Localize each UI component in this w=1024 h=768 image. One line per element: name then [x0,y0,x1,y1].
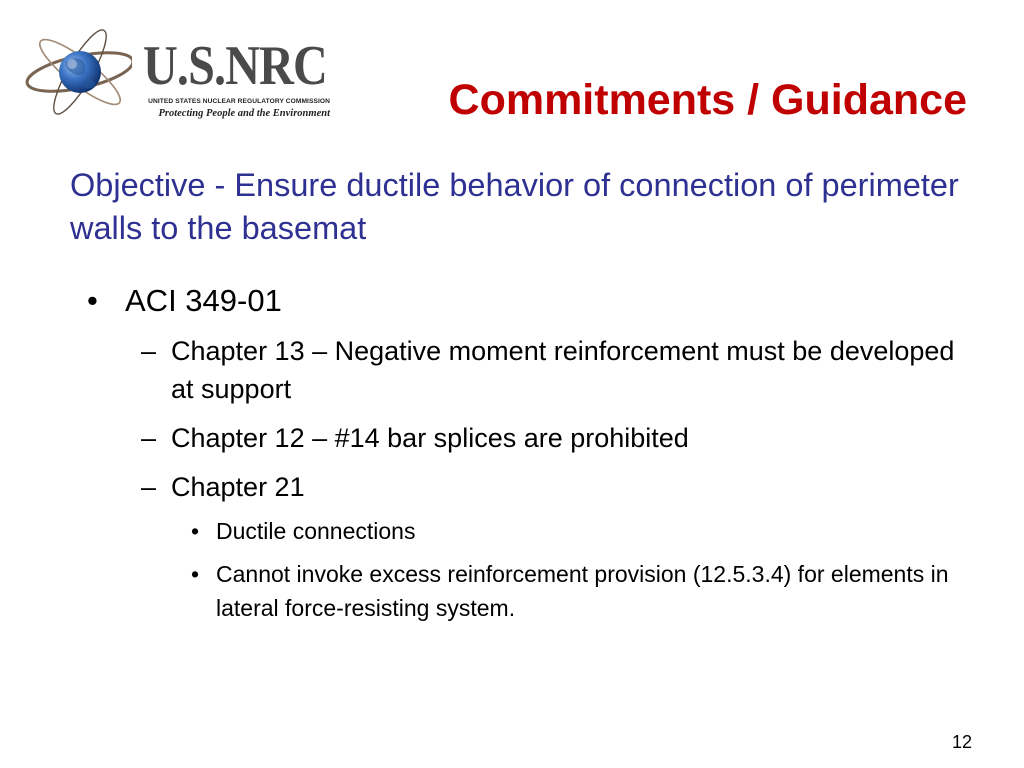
sub-bullet-text: Chapter 12 – #14 bar splices are prohibited [171,423,689,453]
bullet-glyph: • [191,518,200,544]
sub-sub-bullet-text: Ductile connections [216,518,416,544]
bullet-glyph: • [191,561,200,587]
sub-sub-bullet-text: Cannot invoke excess reinforcement provision (12.5.3.4) for elements in lateral force-resisting system. [216,561,949,621]
bullet-glyph: • [87,283,98,318]
nrc-logo [22,22,332,118]
bullet-text: ACI 349-01 [125,283,282,318]
page-number: 12 [951,732,972,752]
sub-bullet-text: Chapter 13 – Negative moment reinforcement must be developed at support [171,336,955,404]
dash-glyph: – [141,472,157,502]
slide-title: Commitments / Guidance [448,76,967,124]
logo-wordmark: U.S.NRC [143,35,327,97]
objective-heading: Objective - Ensure ductile behavior of connection of perimeter walls to the basemat [70,167,959,246]
dash-glyph: – [141,423,157,453]
dash-glyph: – [141,336,157,366]
logo-tagline: Protecting People and the Environment [158,108,330,119]
sub-bullet-text: Chapter 21 [171,472,305,502]
atom-globe-icon [22,22,132,118]
logo-agency-name: UNITED STATES NUCLEAR REGULATORY COMMISSION [148,98,330,105]
